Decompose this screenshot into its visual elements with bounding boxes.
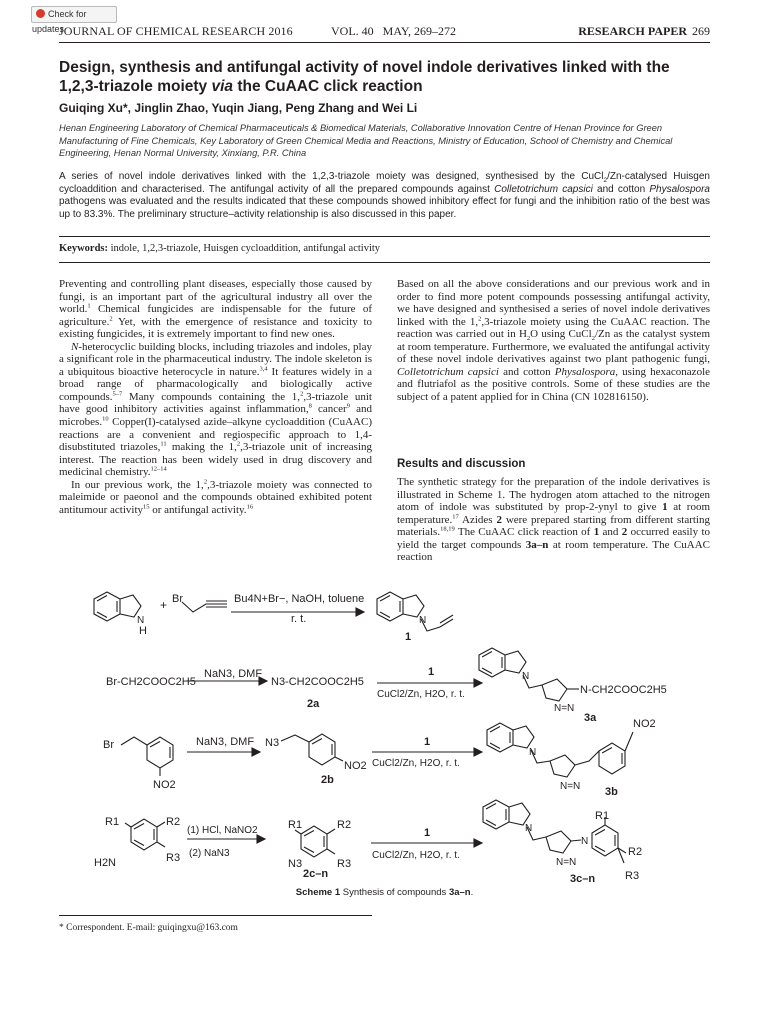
paragraph: Preventing and controlling plant diseases, especially those caused by fungi, is an important part of the agricultural industry all over the world.$^1$ Chemical fungicides are indispensable for the future of agriculture.$^2$ Yet, with the emergence of resistance and toxicity to existing fungicides, it is extremely important to find new ones. bbox=[59, 278, 372, 341]
r3-product: R3 bbox=[625, 870, 640, 882]
nitro-sm: NO2 bbox=[153, 779, 176, 791]
click-conditions-cn: CuCl2/Zn, H2O, r. t. bbox=[372, 850, 460, 861]
label-1: 1 bbox=[405, 631, 412, 643]
diazotization-step-2: (2) NaN3 bbox=[189, 848, 230, 859]
label-3cn: 3c–n bbox=[570, 873, 596, 885]
azide-2a: N3-CH2COOC2H5 bbox=[271, 676, 364, 688]
indole-structure bbox=[94, 592, 141, 621]
paragraph: In our previous work, the 1,$^2$,3-triazole moiety was connected to maleimide or paeonol and the compounds obtained exhibited potent antitumour activity$^{15}$ or antifungal activity.$^{16}$ bbox=[59, 478, 372, 516]
compound-3b-structure bbox=[487, 723, 633, 777]
r1-product: R1 bbox=[595, 810, 610, 822]
propargyl-bromide-structure bbox=[182, 601, 227, 612]
reaction-scheme bbox=[59, 585, 710, 885]
aniline-structure bbox=[125, 819, 165, 850]
r2-aniline: R2 bbox=[166, 816, 181, 828]
click-reagent-1b: 1 bbox=[424, 736, 431, 748]
sm-2a: Br-CH2COOC2H5 bbox=[106, 676, 196, 688]
section-heading: Results and discussion bbox=[397, 458, 526, 470]
r2-azide: R2 bbox=[337, 819, 352, 831]
r3-azide: R3 bbox=[337, 858, 352, 870]
triazole-3a: N=N bbox=[554, 703, 575, 714]
author-list: Guiqing Xu*, Jinglin Zhao, Yuqin Jiang, Peng Zhang and Wei Li bbox=[59, 101, 418, 115]
label-2b: 2b bbox=[321, 774, 334, 786]
diazotization-step-1: (1) HCl, NaNO2 bbox=[187, 825, 258, 836]
azide-2b: N3 bbox=[265, 737, 280, 749]
condition-rt: r. t. bbox=[291, 613, 307, 625]
substituent-3a: N-CH2COOC2H5 bbox=[580, 684, 667, 696]
right-column bbox=[397, 278, 710, 403]
paragraph: N-heterocyclic building blocks, including triazoles and indoles, play a significant role in the pharmaceutical industry. The indole skeleton is a ubiquitous bioactive heterocycle in nature.$^{3,4}$ It features widely in a broad range of pharmacologically and biologically active compounds.$^{5-7}$ Many compounds containing the 1,$^2$,3-triazole unit have good inhibitory activities against inflammation,$^8$ cancer$^9$ and microbes.$^{10}$ Copper(I)-catalysed azide–alkyne cycloaddition (CuAAC) reactions are a convenient and regiospecific approach to 1,4-disubstituted triazoles,$^{11}$ making the 1,$^2$,3-triazole unit of increasing interest. The reaction has been widely used in drug discovery and medicinal chemistry.$^{12-14}$ bbox=[59, 340, 373, 479]
plus-sign: + bbox=[160, 598, 168, 612]
label-2cn: 2c–n bbox=[303, 868, 329, 880]
label-2a: 2a bbox=[307, 698, 320, 710]
scheme-caption: Scheme 1 Synthesis of compounds 3a–n. bbox=[295, 887, 474, 898]
r1-aniline: R1 bbox=[105, 816, 120, 828]
keywords-rule bbox=[59, 262, 710, 263]
page-number: 269 bbox=[692, 24, 710, 38]
indole-nh: H bbox=[139, 625, 147, 637]
click-conditions-a: CuCl2/Zn, H2O, r. t. bbox=[377, 689, 465, 700]
compound-3cn-n: N bbox=[525, 823, 533, 834]
bromine-2b: Br bbox=[103, 739, 114, 751]
left-column bbox=[59, 278, 372, 516]
journal-name: JOURNAL OF CHEMICAL RESEARCH 2016 bbox=[59, 24, 293, 38]
r3-aniline: R3 bbox=[166, 852, 181, 864]
correspondent-footnote: * Correspondent. E-mail: guiqingxu@163.com bbox=[59, 923, 238, 933]
nitro-2b: NO2 bbox=[344, 760, 367, 772]
paragraph: Based on all the above considerations and our previous work and in order to find more potent compounds possessing antifungal activity, we have designed and synthesised a series of novel indole derivatives linked with the 1,$^2$,3-triazole moiety using the CuAAC reaction. The reaction was carried out in $H_2O$ using CuCl$_2$/Zn as the catalyst system at room temperature. Furthermore, we evaluated the antifungal activity of these novel indole derivatives against two plant pathogenic fungi, Colletotrichum capsici and cotton Physalospora, using hexaconazole and flutriafol as the positive controls. Some of these studies are the subject of a patent applied for in China (CN 102816150). bbox=[397, 278, 711, 403]
compound-1-n: N bbox=[419, 615, 427, 626]
r2-product: R2 bbox=[628, 846, 643, 858]
compound-2b-structure bbox=[281, 734, 343, 765]
click-conditions-b: CuCl2/Zn, H2O, r. t. bbox=[372, 758, 460, 769]
aryl-n-3cn: N bbox=[581, 836, 589, 847]
keywords-text: indole, 1,2,3-triazole, Huisgen cycloaddition, antifungal activity bbox=[110, 243, 381, 254]
reagents-2a: NaN3, DMF bbox=[204, 668, 263, 680]
click-reagent-1cn: 1 bbox=[424, 827, 431, 839]
paragraph: The synthetic strategy for the preparation of the indole derivatives is illustrated in Scheme 1. The hydrogen atom attached to the nitrogen atom of indole was substituted by prop-2-ynyl to give 1 at room temperature.$^{17}$ Azides 2 were prepared starting from different starting materials.$^{18,19}$ The CuAAC click reaction of 1 and 2 occurred easily to yield the target compounds 3a–n at room temperature. The CuAAC reaction bbox=[397, 476, 710, 564]
label-3b: 3b bbox=[605, 786, 618, 798]
check-for-updates-badge[interactable] bbox=[31, 6, 117, 34]
abstract-rule bbox=[59, 236, 710, 237]
click-reagent-1a: 1 bbox=[428, 666, 435, 678]
reagents-2b: NaN3, DMF bbox=[196, 736, 255, 748]
affiliation: Henan Engineering Laboratory of Chemical Pharmaceuticals & Biomedical Materials, Collaborative Innovation Centre of Henan Province for Green Manufacturing of Fine Chemicals, Key Laboratory of Green Chemical Media and Reactions, Ministry of Education, School of Chemistry and Chemical Engineering, Henan Normal University, Xinxiang, P.R. China bbox=[59, 123, 673, 158]
indole-n: N bbox=[137, 615, 145, 626]
header-rule bbox=[59, 42, 710, 43]
footnote-rule bbox=[59, 915, 372, 916]
bromine-label: Br bbox=[172, 593, 183, 605]
volume-info: VOL. 40 MAY, 269–272 bbox=[331, 24, 457, 38]
compound-3b-n: N bbox=[529, 747, 537, 758]
article-title: Design, synthesis and antifungal activity of novel indole derivatives linked with the 1,2,3-triazole moiety via the CuAAC click reaction bbox=[59, 59, 670, 95]
abstract: A series of novel indole derivatives linked with the 1,2,3-triazole moiety was designed, synthesised by the CuCl$_2$/Zn-catalysed Huisgen cycloaddition and characterised. The antifungal activity of all the prepared compounds against Colletotrichum capsici and cotton Physalospora pathogens was evaluated and the results indicated that these compounds showed inhibitory effect for fungi and the inhibition ratio of the best was up to 83.3%. The preliminary structure–activity relationship is also discussed in this paper. bbox=[59, 171, 710, 220]
triazole-3b: N=N bbox=[560, 781, 581, 792]
keywords bbox=[59, 243, 380, 254]
nitrobenzyl-bromide-structure bbox=[121, 737, 173, 776]
article-type: RESEARCH PAPER 269 bbox=[578, 24, 710, 38]
triazole-3cn: N=N bbox=[556, 857, 577, 868]
label-3a: 3a bbox=[584, 712, 597, 724]
badge-label: Check for updates bbox=[32, 9, 87, 34]
running-header bbox=[59, 24, 710, 40]
amine-label: H2N bbox=[94, 857, 117, 869]
keywords-label: Keywords: bbox=[59, 243, 108, 254]
right-column-continued bbox=[397, 476, 710, 564]
nitro-3b: NO2 bbox=[633, 718, 656, 730]
azide-2cn: N3 bbox=[288, 858, 303, 870]
reagents-step-1: Bu4N+Br−, NaOH, toluene bbox=[234, 593, 365, 605]
r1-azide: R1 bbox=[288, 819, 303, 831]
compound-1-structure bbox=[377, 592, 453, 631]
compound-3a-n: N bbox=[522, 671, 530, 682]
crossmark-icon bbox=[36, 9, 45, 18]
